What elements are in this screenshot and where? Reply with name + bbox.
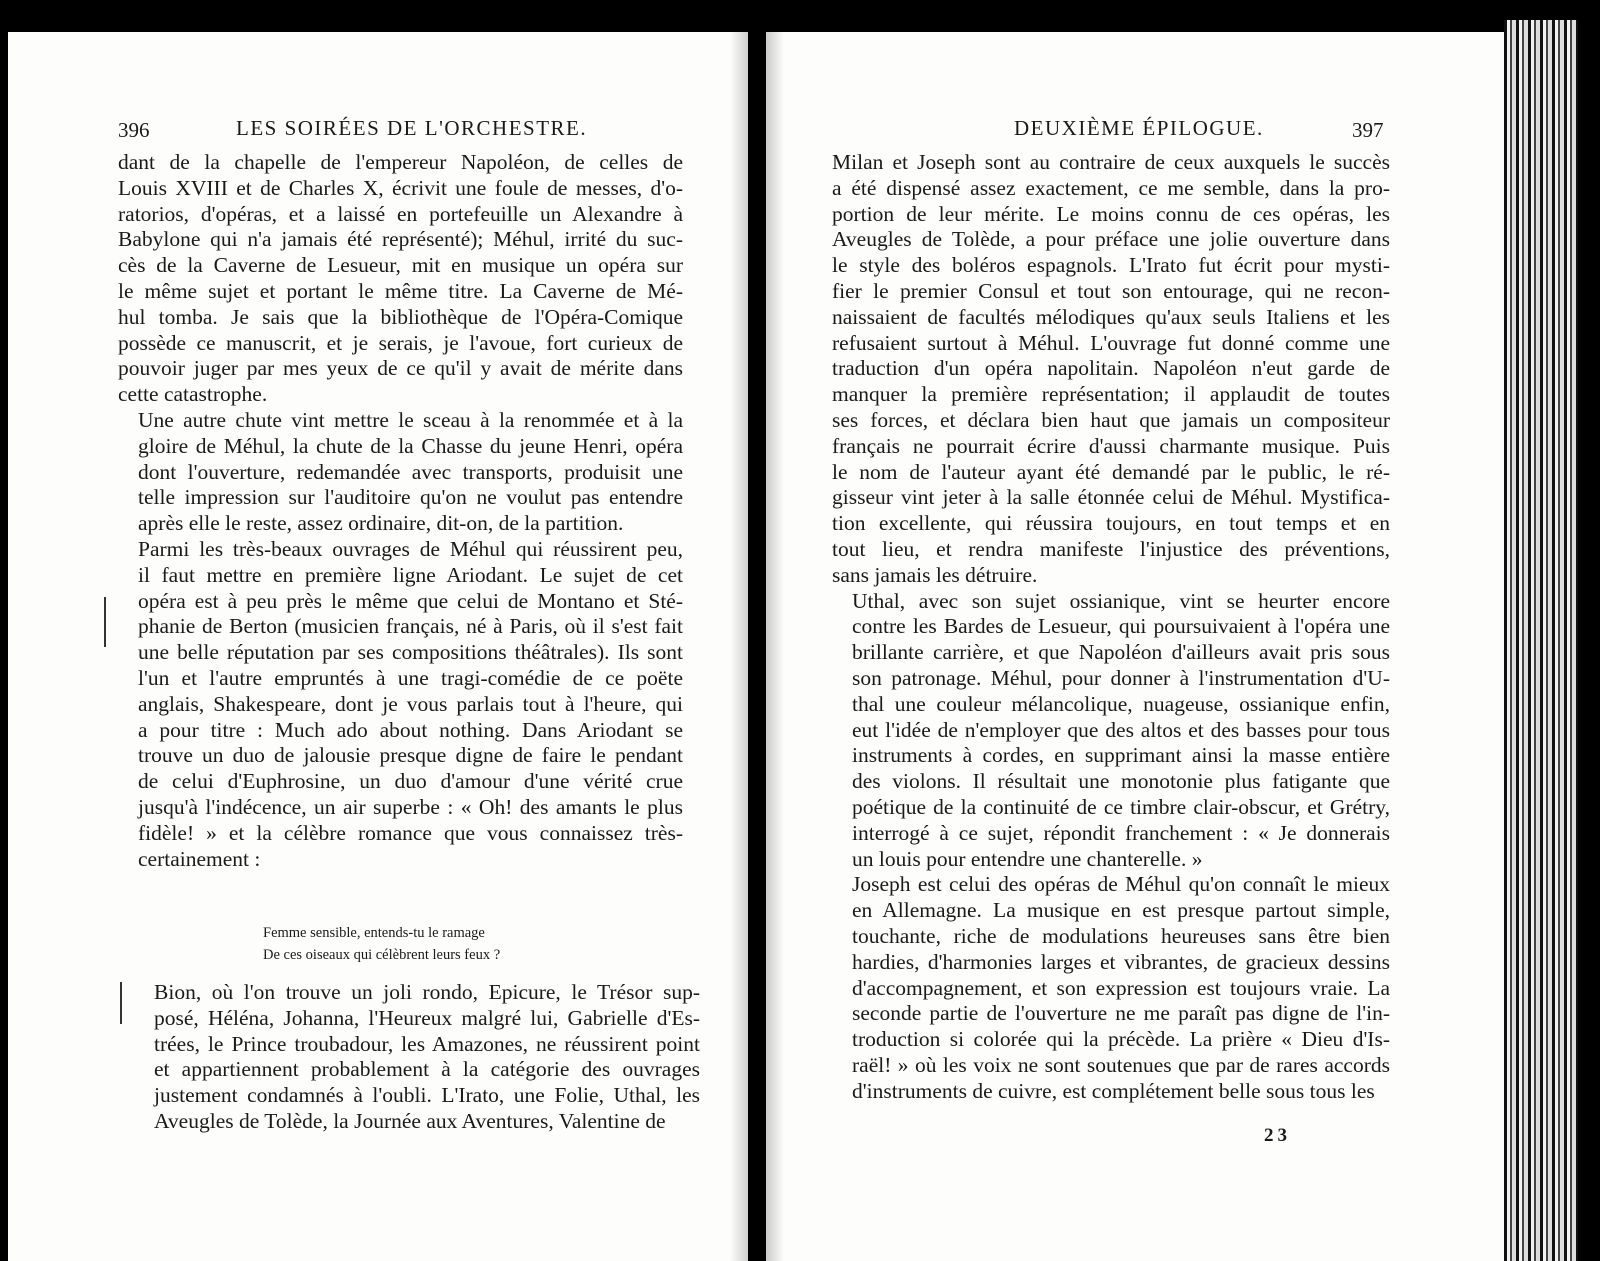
text-line: après elle le reste, assez ordinaire, dit-on, de la partition.	[138, 511, 624, 536]
text-line: brillante carrière, et que Napoléon d'ailleurs avait pris sous	[852, 640, 1390, 665]
text-line: Bion, où l'on trouve un joli rondo, Epicure, le Trésor sup-	[154, 980, 700, 1004]
text-line: portion de leur mérite. Le moins connu de ces opéras, les	[832, 201, 1390, 226]
text-line: le nom de l'auteur ayant été demandé par le public, le ré-	[832, 459, 1390, 484]
text-line: tion excellente, qui réussira toujours, en tout temps et en	[832, 511, 1390, 536]
margin-pencil-mark	[120, 982, 122, 1024]
gutter-shadow	[730, 32, 748, 1261]
page-number: 397	[1352, 118, 1384, 142]
text-line: touchante, riche de modulations heureuses sans être bien	[852, 923, 1390, 948]
text-line: Aveugles de Tolède, la Journée aux Aventures, Valentine de	[154, 1108, 666, 1133]
text-line: gisseur vint jeter à la salle étonnée celui de Méhul. Mystifica-	[832, 485, 1390, 510]
text-line: raël! » où les voix ne sont soutenues que par de rares accords	[852, 1052, 1390, 1077]
text-line: gloire de Méhul, la chute de la Chasse du jeune Henri, opéra	[138, 433, 683, 458]
verse-line: Femme sensible, entends-tu le ramage	[263, 925, 485, 941]
text-line: interrogé à ce sujet, répondit franchement : « Je donnerais	[852, 820, 1390, 845]
text-line: poétique de la continuité de ce timbre clair-obscur, et Grétry,	[852, 794, 1390, 819]
text-line: fidèle! » et la célèbre romance que vous connaissez très-	[138, 820, 683, 845]
paragraph	[832, 872, 1390, 1104]
page-edges	[1504, 20, 1578, 1261]
running-head: LES SOIRÉES DE L'ORCHESTRE.	[236, 116, 588, 140]
left-text-block	[118, 150, 683, 872]
text-line: Babylone qui n'a jamais été représenté); Méhul, irrité du suc-	[118, 227, 683, 252]
text-line: posé, Héléna, Johanna, l'Heureux malgré lui, Gabrielle d'Es-	[154, 1005, 700, 1030]
text-line: et appartiennent probablement à la catégorie des ouvrages	[154, 1057, 700, 1082]
text-line: phanie de Berton (musicien français, né à Paris, où il s'est fait	[138, 614, 683, 639]
text-line: justement condamnés à l'oubli. L'Irato, une Folie, Uthal, les	[154, 1083, 700, 1108]
text-line: anglais, Shakespeare, dont je vous parlais tout à l'heure, qui	[138, 691, 683, 716]
text-line: trouve un duo de jalousie presque digne de faire le pendant	[138, 743, 683, 768]
text-line: manquer la première représentation; il applaudit de toutes	[832, 382, 1390, 407]
text-line: traduction d'un opéra napolitain. Napoléon n'eut garde de	[832, 356, 1390, 381]
text-line: Uthal, avec son sujet ossianique, vint se heurter encore	[852, 588, 1390, 613]
text-line: telle impression sur l'auditoire qu'on ne voulut pas entendre	[138, 485, 683, 510]
text-line: ses forces, et déclara bien haut que jamais un compositeur	[832, 407, 1390, 432]
text-line: a pour titre : Much ado about nothing. Dans Ariodant se	[138, 717, 683, 742]
text-line: a été dispensé assez exactement, ce me semble, dans la pro-	[832, 175, 1390, 200]
text-line: pouvoir juger par mes yeux de ce qu'il y avait de mérite dans	[118, 356, 683, 381]
text-line: seconde partie de l'ouverture ne me paraît pas digne de l'in-	[852, 1001, 1390, 1026]
text-line: cette catastrophe.	[118, 382, 268, 407]
text-line: tout lieu, et rendra manifeste l'injustice des préventions,	[832, 536, 1390, 561]
text-line: hul tomba. Je sais que la bibliothèque de l'Opéra-Comique	[118, 304, 683, 329]
verse-quote	[263, 922, 500, 966]
text-line: troduction si colorée qui la précède. La prière « Dieu d'Is-	[852, 1027, 1390, 1052]
right-text-block	[832, 150, 1390, 1104]
text-line: jusqu'à l'indécence, un air superbe : « Oh! des amants le plus	[138, 794, 683, 819]
text-line: ratorios, d'opéras, et a laissé en portefeuille un Alexandre à	[118, 201, 683, 226]
left-text-block-end	[134, 980, 700, 1135]
text-line: d'accompagnement, et son expression est toujours vraie. La	[852, 975, 1390, 1000]
text-line: refusaient surtout à Méhul. L'ouvrage fut donné comme une	[832, 330, 1390, 355]
text-line: Une autre chute vint mettre le sceau à la renommée et à la	[138, 407, 683, 432]
text-line: Aveugles de Tolède, a pour préface une jolie ouverture dans	[832, 227, 1390, 252]
text-line: dont l'ouverture, redemandée avec transports, produisit une	[138, 459, 683, 484]
paragraph	[832, 150, 1390, 589]
text-line: Louis XVIII et de Charles X, écrivit une foule de messes, d'o-	[118, 175, 683, 200]
text-line: le même sujet et portant le même titre. La Caverne de Mé-	[118, 278, 683, 303]
text-line: hardies, d'harmonies larges et vibrantes, de gracieux dessins	[852, 949, 1390, 974]
text-line: eut l'idée de n'employer que des altos et des basses pour tous	[852, 717, 1390, 742]
signature-mark: 23	[1264, 1125, 1291, 1146]
text-line: opéra est à peu près le même que celui de Montano et Sté-	[138, 588, 683, 613]
text-line: contre les Bardes de Lesueur, qui poursuivaient à l'opéra une	[852, 614, 1390, 639]
text-line: naissaient de facultés mélodiques qu'aux seuls Italiens et les	[832, 304, 1390, 329]
text-line: Parmi les très-beaux ouvrages de Méhul qui réussirent peu,	[138, 536, 683, 561]
running-head: DEUXIÈME ÉPILOGUE.	[1014, 116, 1264, 140]
text-line: sans jamais les détruire.	[832, 562, 1038, 587]
text-line: d'instruments de cuivre, est complétement belle sous tous les	[852, 1078, 1375, 1103]
right-page	[766, 32, 1512, 1261]
text-line: l'un et l'autre empruntés à une tragi-comédie de ce poëte	[138, 665, 683, 690]
margin-pencil-mark	[104, 597, 106, 647]
verse-line: De ces oiseaux qui célèbrent leurs feux ?	[263, 947, 501, 963]
text-line: cès de la Caverne de Lesueur, mit en musique un opéra sur	[118, 253, 683, 278]
text-line: thal une couleur mélancolique, nuageuse, ossianique enfin,	[852, 691, 1390, 716]
page-number: 396	[118, 118, 150, 142]
paragraph	[832, 589, 1390, 873]
text-line: un louis pour entendre une chanterelle. »	[852, 846, 1203, 871]
text-line: instruments à cordes, en supprimant ainsi la masse entière	[852, 743, 1390, 768]
text-line: certainement :	[138, 846, 261, 871]
text-line: français ne pourrait écrire d'aussi charmante musique. Puis	[832, 433, 1390, 458]
text-line: des violons. Il résultait une monotonie plus fatigante que	[852, 769, 1390, 794]
text-line: il faut mettre en première ligne Ariodant. Le sujet de cet	[138, 562, 683, 587]
text-line: le style des boléros espagnols. L'Irato fut écrit pour mysti-	[832, 253, 1390, 278]
paragraph	[118, 150, 683, 408]
text-line: fier le premier Consul et tout son entourage, qui ne recon-	[832, 278, 1390, 303]
text-line: de celui d'Euphrosine, un duo d'amour d'une vérité crue	[138, 769, 683, 794]
gutter-shadow	[766, 32, 784, 1261]
text-line: une belle réputation par ses compositions théâtrales). Ils sont	[138, 640, 683, 665]
text-line: trées, le Prince troubadour, les Amazones, ne réussirent point	[154, 1031, 700, 1056]
paragraph	[118, 408, 683, 537]
paragraph	[118, 537, 683, 872]
text-line: en Allemagne. La musique en est presque partout simple,	[852, 898, 1390, 923]
paragraph	[134, 980, 700, 1135]
text-line: dant de la chapelle de l'empereur Napoléon, de celles de	[118, 150, 683, 174]
text-line: son patronage. Méhul, pour donner à l'instrumentation d'U-	[852, 665, 1390, 690]
text-line: Joseph est celui des opéras de Méhul qu'on connaît le mieux	[852, 872, 1390, 897]
left-page	[8, 32, 748, 1261]
text-line: possède ce manuscrit, et je serais, je l'avoue, fort curieux de	[118, 330, 683, 355]
text-line: Milan et Joseph sont au contraire de ceux auxquels le succès	[832, 150, 1390, 174]
